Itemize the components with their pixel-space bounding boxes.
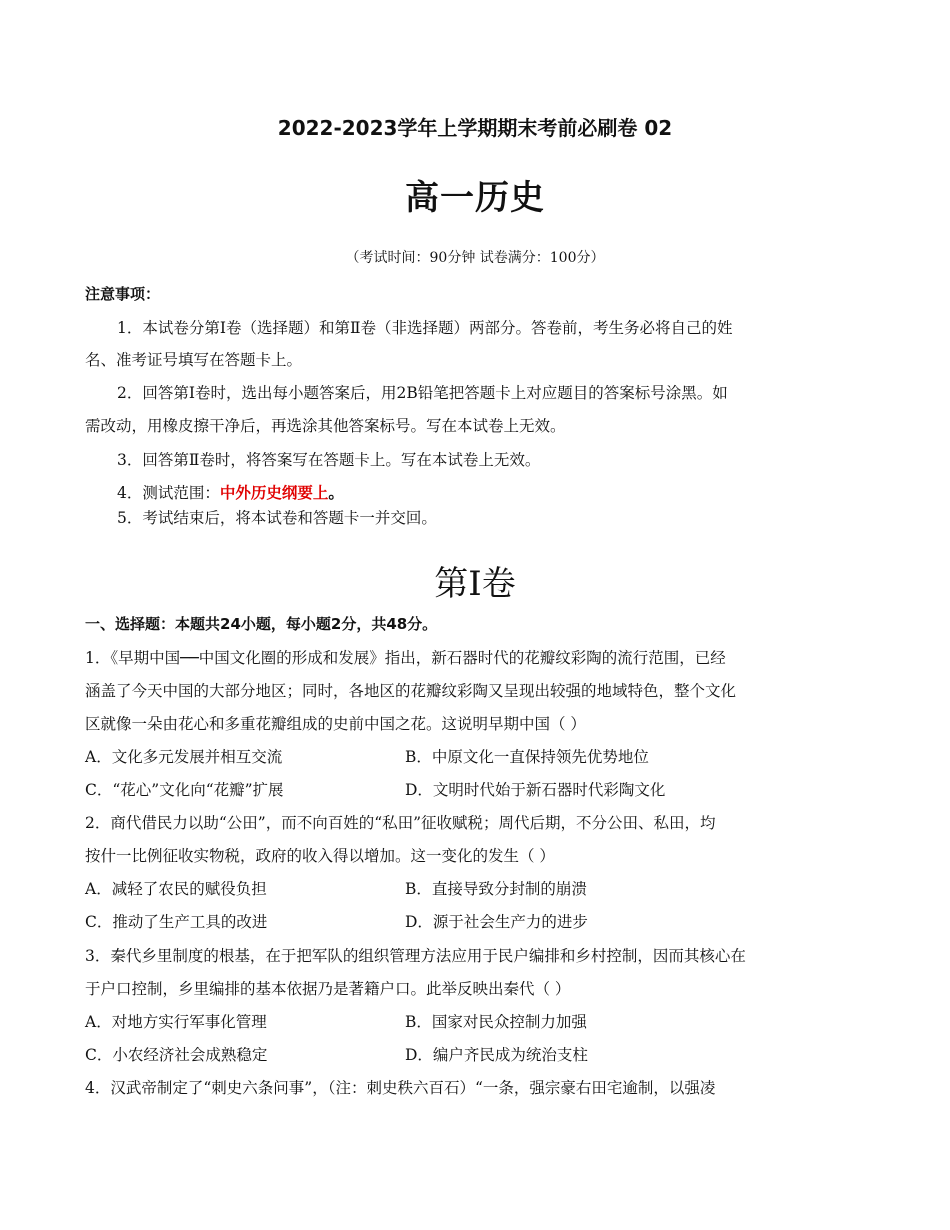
notice-item-4 — [117, 483, 344, 503]
notice-item-5: 5．考试结束后，将本试卷和答题卡一并交回。 — [117, 509, 437, 527]
question-2-option-a: A．减轻了农民的赋役负担 — [85, 880, 267, 898]
notice-item-2-line-2: 需改动，用橡皮擦干净后，再选涂其他答案标号。写在本试卷上无效。 — [85, 417, 566, 435]
question-3-option-d: D．编户齐民成为统治支柱 — [405, 1046, 588, 1064]
notice-item-1-line-2: 名、准考证号填写在答题卡上。 — [85, 351, 303, 369]
section-title: 第Ⅰ卷 — [434, 564, 516, 604]
question-3-option-c: C．小农经济社会成熟稳定 — [85, 1046, 268, 1064]
part-heading: 一、选择题：本题共24小题，每小题2分，共48分。 — [85, 615, 438, 633]
question-3-line-2: 于户口控制，乡里编排的基本依据乃是著籍户口。此举反映出秦代（ ） — [85, 980, 571, 998]
question-1-line-3: 区就像一朵由花心和多重花瓣组成的史前中国之花。这说明早期中国（ ） — [85, 715, 586, 733]
question-1-option-b: B．中原文化一直保持领先优势地位 — [405, 748, 649, 766]
question-1-option-c: C．“花心”文化向“花瓣”扩展 — [85, 781, 284, 799]
notice-heading: 注意事项： — [85, 285, 161, 303]
question-1-line-1: 1．《早期中国──中国文化圈的形成和发展》指出，新石器时代的花瓣纹彩陶的流行范围，已经 — [85, 649, 726, 667]
question-2-option-b: B．直接导致分封制的崩溃 — [405, 880, 587, 898]
notice-item-2-line-1: 2．回答第Ⅰ卷时，选出每小题答案后，用2B铅笔把答题卡上对应题目的答案标号涂黑。如 — [117, 384, 728, 402]
question-2-option-d: D．源于社会生产力的进步 — [405, 913, 588, 931]
question-1-option-a: A．文化多元发展并相互交流 — [85, 748, 283, 766]
notice-item-1-line-1: 1．本试卷分第Ⅰ卷（选择题）和第Ⅱ卷（非选择题）两部分。答卷前，考生务必将自己的姓 — [117, 319, 733, 337]
question-1-line-2: 涵盖了今天中国的大部分地区；同时，各地区的花瓣纹彩陶又呈现出较强的地域特色，整个文化 — [85, 682, 737, 700]
test-scope: 中外历史纲要上 — [219, 483, 329, 502]
question-1-option-d: D．文明时代始于新石器时代彩陶文化 — [405, 781, 666, 799]
notice-item-3: 3．回答第Ⅱ卷时，将答案写在答题卡上。写在本试卷上无效。 — [117, 451, 541, 469]
question-4-line-1: 4．汉武帝制定了“刺史六条问事”，（注：刺史秩六百石）“一条，强宗豪右田宅逾制，以强凌 — [85, 1079, 716, 1097]
exam-info: （考试时间：90分钟 试卷满分：100分） — [345, 250, 605, 266]
notice-item-4-prefix: 4．测试范围： — [117, 484, 220, 502]
document-title: 2022-2023学年上学期期末考前必刷卷 02 — [277, 116, 673, 140]
question-3-option-a: A．对地方实行军事化管理 — [85, 1013, 267, 1031]
question-2-line-1: 2．商代借民力以助“公田”，而不向百姓的“私田”征收赋税；周代后期，不分公田、私田，均 — [85, 814, 716, 832]
question-3-line-1: 3．秦代乡里制度的根基，在于把军队的组织管理方法应用于民户编排和乡村控制，因而其核心在 — [85, 947, 746, 965]
question-2-line-2: 按什一比例征收实物税，政府的收入得以增加。这一变化的发生（ ） — [85, 847, 555, 865]
question-3-option-b: B．国家对民众控制力加强 — [405, 1013, 587, 1031]
question-2-option-c: C．推动了生产工具的改进 — [85, 913, 268, 931]
notice-item-4-suffix: 。 — [328, 483, 344, 502]
subject-title: 高一历史 — [405, 178, 545, 218]
